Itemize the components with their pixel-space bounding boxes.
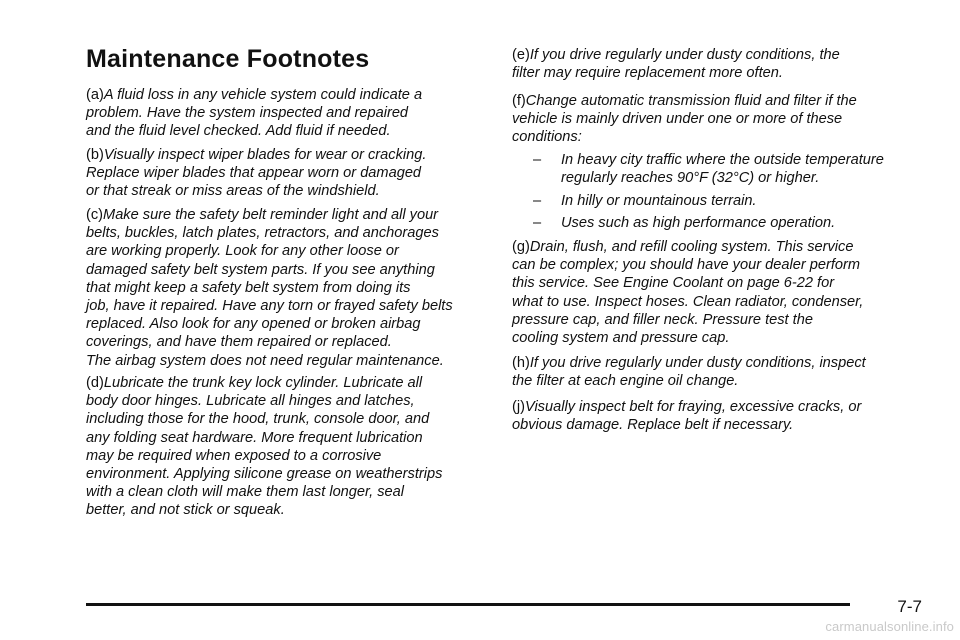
footnote-g bbox=[512, 238, 932, 347]
footnote-text: Replace wiper blades that appear worn or damaged or that streak or miss areas of the windshield. bbox=[86, 165, 422, 200]
footnote-f-subitem bbox=[533, 192, 933, 210]
footnote-marker: (h) bbox=[512, 355, 530, 371]
page-title: Maintenance Footnotes bbox=[86, 45, 370, 73]
footnote-d bbox=[86, 374, 506, 520]
footnote-first-line: Drain, flush, and refill cooling system. This service bbox=[529, 239, 854, 255]
footnote-marker: (j) bbox=[512, 399, 525, 415]
footnote-a bbox=[86, 86, 506, 141]
footnote-f-subitem bbox=[533, 151, 933, 187]
dash-bullet: – bbox=[533, 193, 542, 209]
footnote-first-line: If you drive regularly under dusty conditions, inspect bbox=[529, 355, 866, 371]
footnote-text: obvious damage. Replace belt if necessary. bbox=[512, 417, 794, 434]
footnote-text: vehicle is mainly driven under one or more of these conditions: bbox=[512, 111, 843, 146]
footnote-text: the filter at each engine oil change. bbox=[512, 373, 739, 390]
subitem-text: In heavy city traffic where the outside temperature regularly reaches 90°F (32°C) or higher. bbox=[561, 152, 884, 187]
footnote-first-line: Change automatic transmission fluid and filter if the bbox=[525, 93, 857, 109]
footnote-first-line: Lubricate the trunk key lock cylinder. Lubricate all bbox=[103, 375, 423, 391]
footnote-j bbox=[512, 398, 932, 434]
footnote-marker: (g) bbox=[512, 239, 530, 255]
footnote-marker: (a) bbox=[86, 87, 104, 103]
footnote-text: problem. Have the system inspected and repaired and the fluid level checked. Add fluid if needed. bbox=[86, 105, 409, 140]
footnote-c bbox=[86, 206, 506, 370]
footnote-text: belts, buckles, latch plates, retractors, and anchorages are working properly. Look for any other loose or damaged safety belt system parts. If you see anything that might keep a safety belt system from doing its job, have it repaired. Have any torn or frayed safety belts replaced. Also look for any opened or broken airbag coverings, and have them repaired or replaced. The airbag system does not need regular maintenance. bbox=[86, 225, 453, 369]
footnote-f-subitem bbox=[533, 214, 933, 232]
footnote-text: filter may require replacement more often. bbox=[512, 65, 783, 82]
footnote-first-line: Make sure the safety belt reminder light and all your bbox=[103, 207, 439, 223]
footnote-first-line: If you drive regularly under dusty conditions, the bbox=[529, 47, 840, 63]
footnote-first-line: Visually inspect belt for fraying, excessive cracks, or bbox=[524, 399, 862, 415]
footnote-marker: (e) bbox=[512, 47, 530, 63]
subitem-text: Uses such as high performance operation. bbox=[561, 215, 836, 231]
footnote-text: can be complex; you should have your dealer perform this service. See Engine Coolant on page 6-22 for what to use. Inspect hoses. Clean radiator, condenser, pressure cap, and filler neck. Pressure test the cooling system and pressure cap. bbox=[512, 257, 864, 347]
dash-bullet: – bbox=[533, 152, 542, 168]
footnote-first-line: A fluid loss in any vehicle system could indicate a bbox=[103, 87, 423, 103]
dash-bullet: – bbox=[533, 215, 542, 231]
footnote-text: body door hinges. Lubricate all hinges and latches, including those for the hood, trunk, console door, and any folding seat hardware. More frequent lubrication may be required when exposed to a corrosive environment. Applying silicone grease on weatherstrips with a clean cloth will make them last longer, seal better, and not stick or squeak. bbox=[86, 393, 443, 519]
page-number: 7-7 bbox=[897, 597, 922, 616]
footnote-f bbox=[512, 92, 932, 147]
footnote-first-line: Visually inspect wiper blades for wear or cracking. bbox=[103, 147, 427, 163]
footnote-marker: (c) bbox=[86, 207, 104, 223]
watermark-text: carmanualsonline.info bbox=[825, 619, 954, 634]
subitem-text: In hilly or mountainous terrain. bbox=[561, 193, 757, 209]
footnote-marker: (d) bbox=[86, 375, 104, 391]
footnote-b bbox=[86, 146, 506, 201]
footnote-h bbox=[512, 354, 932, 390]
footer-rule bbox=[86, 603, 850, 606]
footnote-e bbox=[512, 46, 932, 82]
footnote-marker: (b) bbox=[86, 147, 104, 163]
footnote-marker: (f) bbox=[512, 93, 526, 109]
